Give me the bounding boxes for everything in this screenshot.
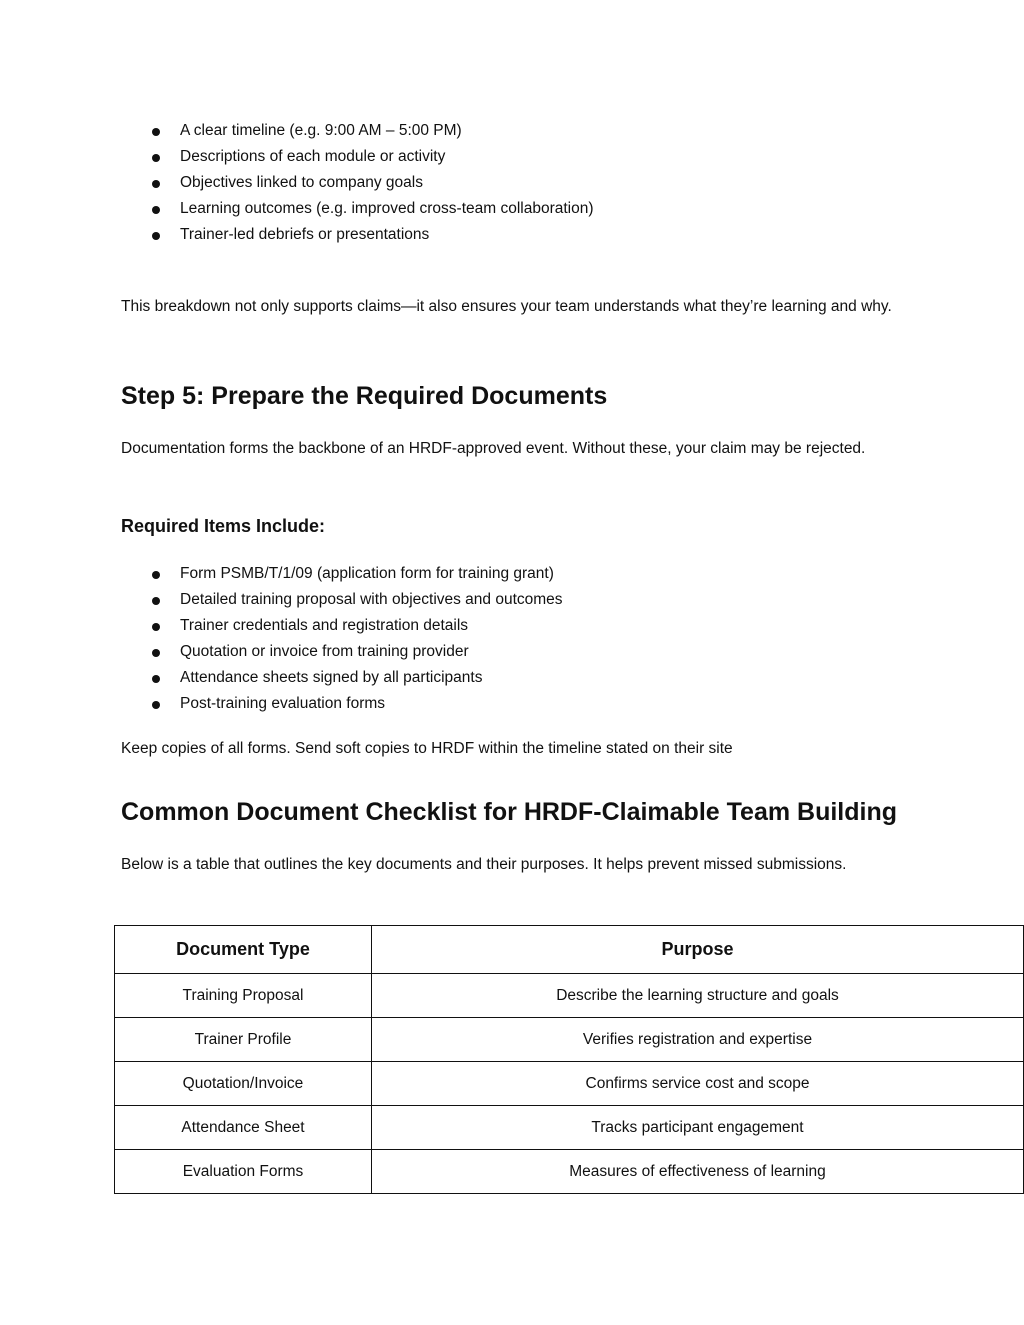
bullet-icon <box>152 154 160 162</box>
bullet-icon <box>152 232 160 240</box>
table-cell-document-type: Evaluation Forms <box>115 1150 372 1194</box>
list-item-text: Learning outcomes (e.g. improved cross-team collaboration) <box>180 200 594 217</box>
checklist-heading: Common Document Checklist for HRDF-Claimable Team Building <box>121 798 898 826</box>
table-row <box>115 974 1024 1018</box>
column-header-document-type: Document Type <box>115 926 372 974</box>
bullet-icon <box>152 701 160 709</box>
list-item-text: Trainer credentials and registration details <box>180 617 469 634</box>
bullet-icon <box>152 206 160 214</box>
step5-intro-paragraph: Documentation forms the backbone of an HRDF-approved event. Without these, your claim may be rejected. <box>121 440 866 457</box>
document-checklist-table <box>114 925 1024 1194</box>
bullet-icon <box>152 180 160 188</box>
bullet-icon <box>152 649 160 657</box>
required-items-subheading: Required Items Include: <box>121 516 326 536</box>
list-item <box>152 613 563 639</box>
bullet-icon <box>152 128 160 136</box>
list-item-text: Trainer-led debriefs or presentations <box>180 226 430 243</box>
list-item <box>152 170 594 196</box>
list-item-text: Attendance sheets signed by all participants <box>180 669 483 686</box>
table-row <box>115 1018 1024 1062</box>
list-item <box>152 587 563 613</box>
table-row <box>115 1062 1024 1106</box>
program-details-list <box>152 118 594 248</box>
list-item-text: A clear timeline (e.g. 9:00 AM – 5:00 PM) <box>180 122 462 139</box>
table-cell-document-type: Quotation/Invoice <box>115 1062 372 1106</box>
list-item <box>152 665 563 691</box>
list-item <box>152 691 563 717</box>
list-item-text: Detailed training proposal with objectives and outcomes <box>180 591 563 608</box>
table-cell-purpose: Tracks participant engagement <box>372 1106 1024 1150</box>
breakdown-paragraph: This breakdown not only supports claims—it also ensures your team understands what they’re learning and why. <box>121 298 892 315</box>
required-items-list <box>152 561 563 717</box>
bullet-icon <box>152 675 160 683</box>
copies-note-paragraph: Keep copies of all forms. Send soft copies to HRDF within the timeline stated on their site <box>121 740 733 757</box>
bullet-icon <box>152 597 160 605</box>
step5-heading: Step 5: Prepare the Required Documents <box>121 382 608 410</box>
table-cell-purpose: Describe the learning structure and goals <box>372 974 1024 1018</box>
table-cell-document-type: Trainer Profile <box>115 1018 372 1062</box>
list-item <box>152 639 563 665</box>
table-cell-purpose: Confirms service cost and scope <box>372 1062 1024 1106</box>
column-header-purpose: Purpose <box>372 926 1024 974</box>
list-item <box>152 222 594 248</box>
list-item <box>152 561 563 587</box>
list-item <box>152 118 594 144</box>
list-item-text: Descriptions of each module or activity <box>180 148 446 165</box>
list-item-text: Quotation or invoice from training provider <box>180 643 469 660</box>
table-cell-purpose: Measures of effectiveness of learning <box>372 1150 1024 1194</box>
list-item-text: Objectives linked to company goals <box>180 174 423 191</box>
table-row <box>115 1150 1024 1194</box>
list-item <box>152 196 594 222</box>
table-row <box>115 1106 1024 1150</box>
table-cell-document-type: Training Proposal <box>115 974 372 1018</box>
table-cell-document-type: Attendance Sheet <box>115 1106 372 1150</box>
table-cell-purpose: Verifies registration and expertise <box>372 1018 1024 1062</box>
checklist-intro-paragraph: Below is a table that outlines the key documents and their purposes. It helps prevent missed submissions. <box>121 856 847 873</box>
bullet-icon <box>152 571 160 579</box>
list-item <box>152 144 594 170</box>
table-header-row <box>115 926 1024 974</box>
list-item-text: Post-training evaluation forms <box>180 695 386 712</box>
list-item-text: Form PSMB/T/1/09 (application form for training grant) <box>180 565 554 582</box>
bullet-icon <box>152 623 160 631</box>
